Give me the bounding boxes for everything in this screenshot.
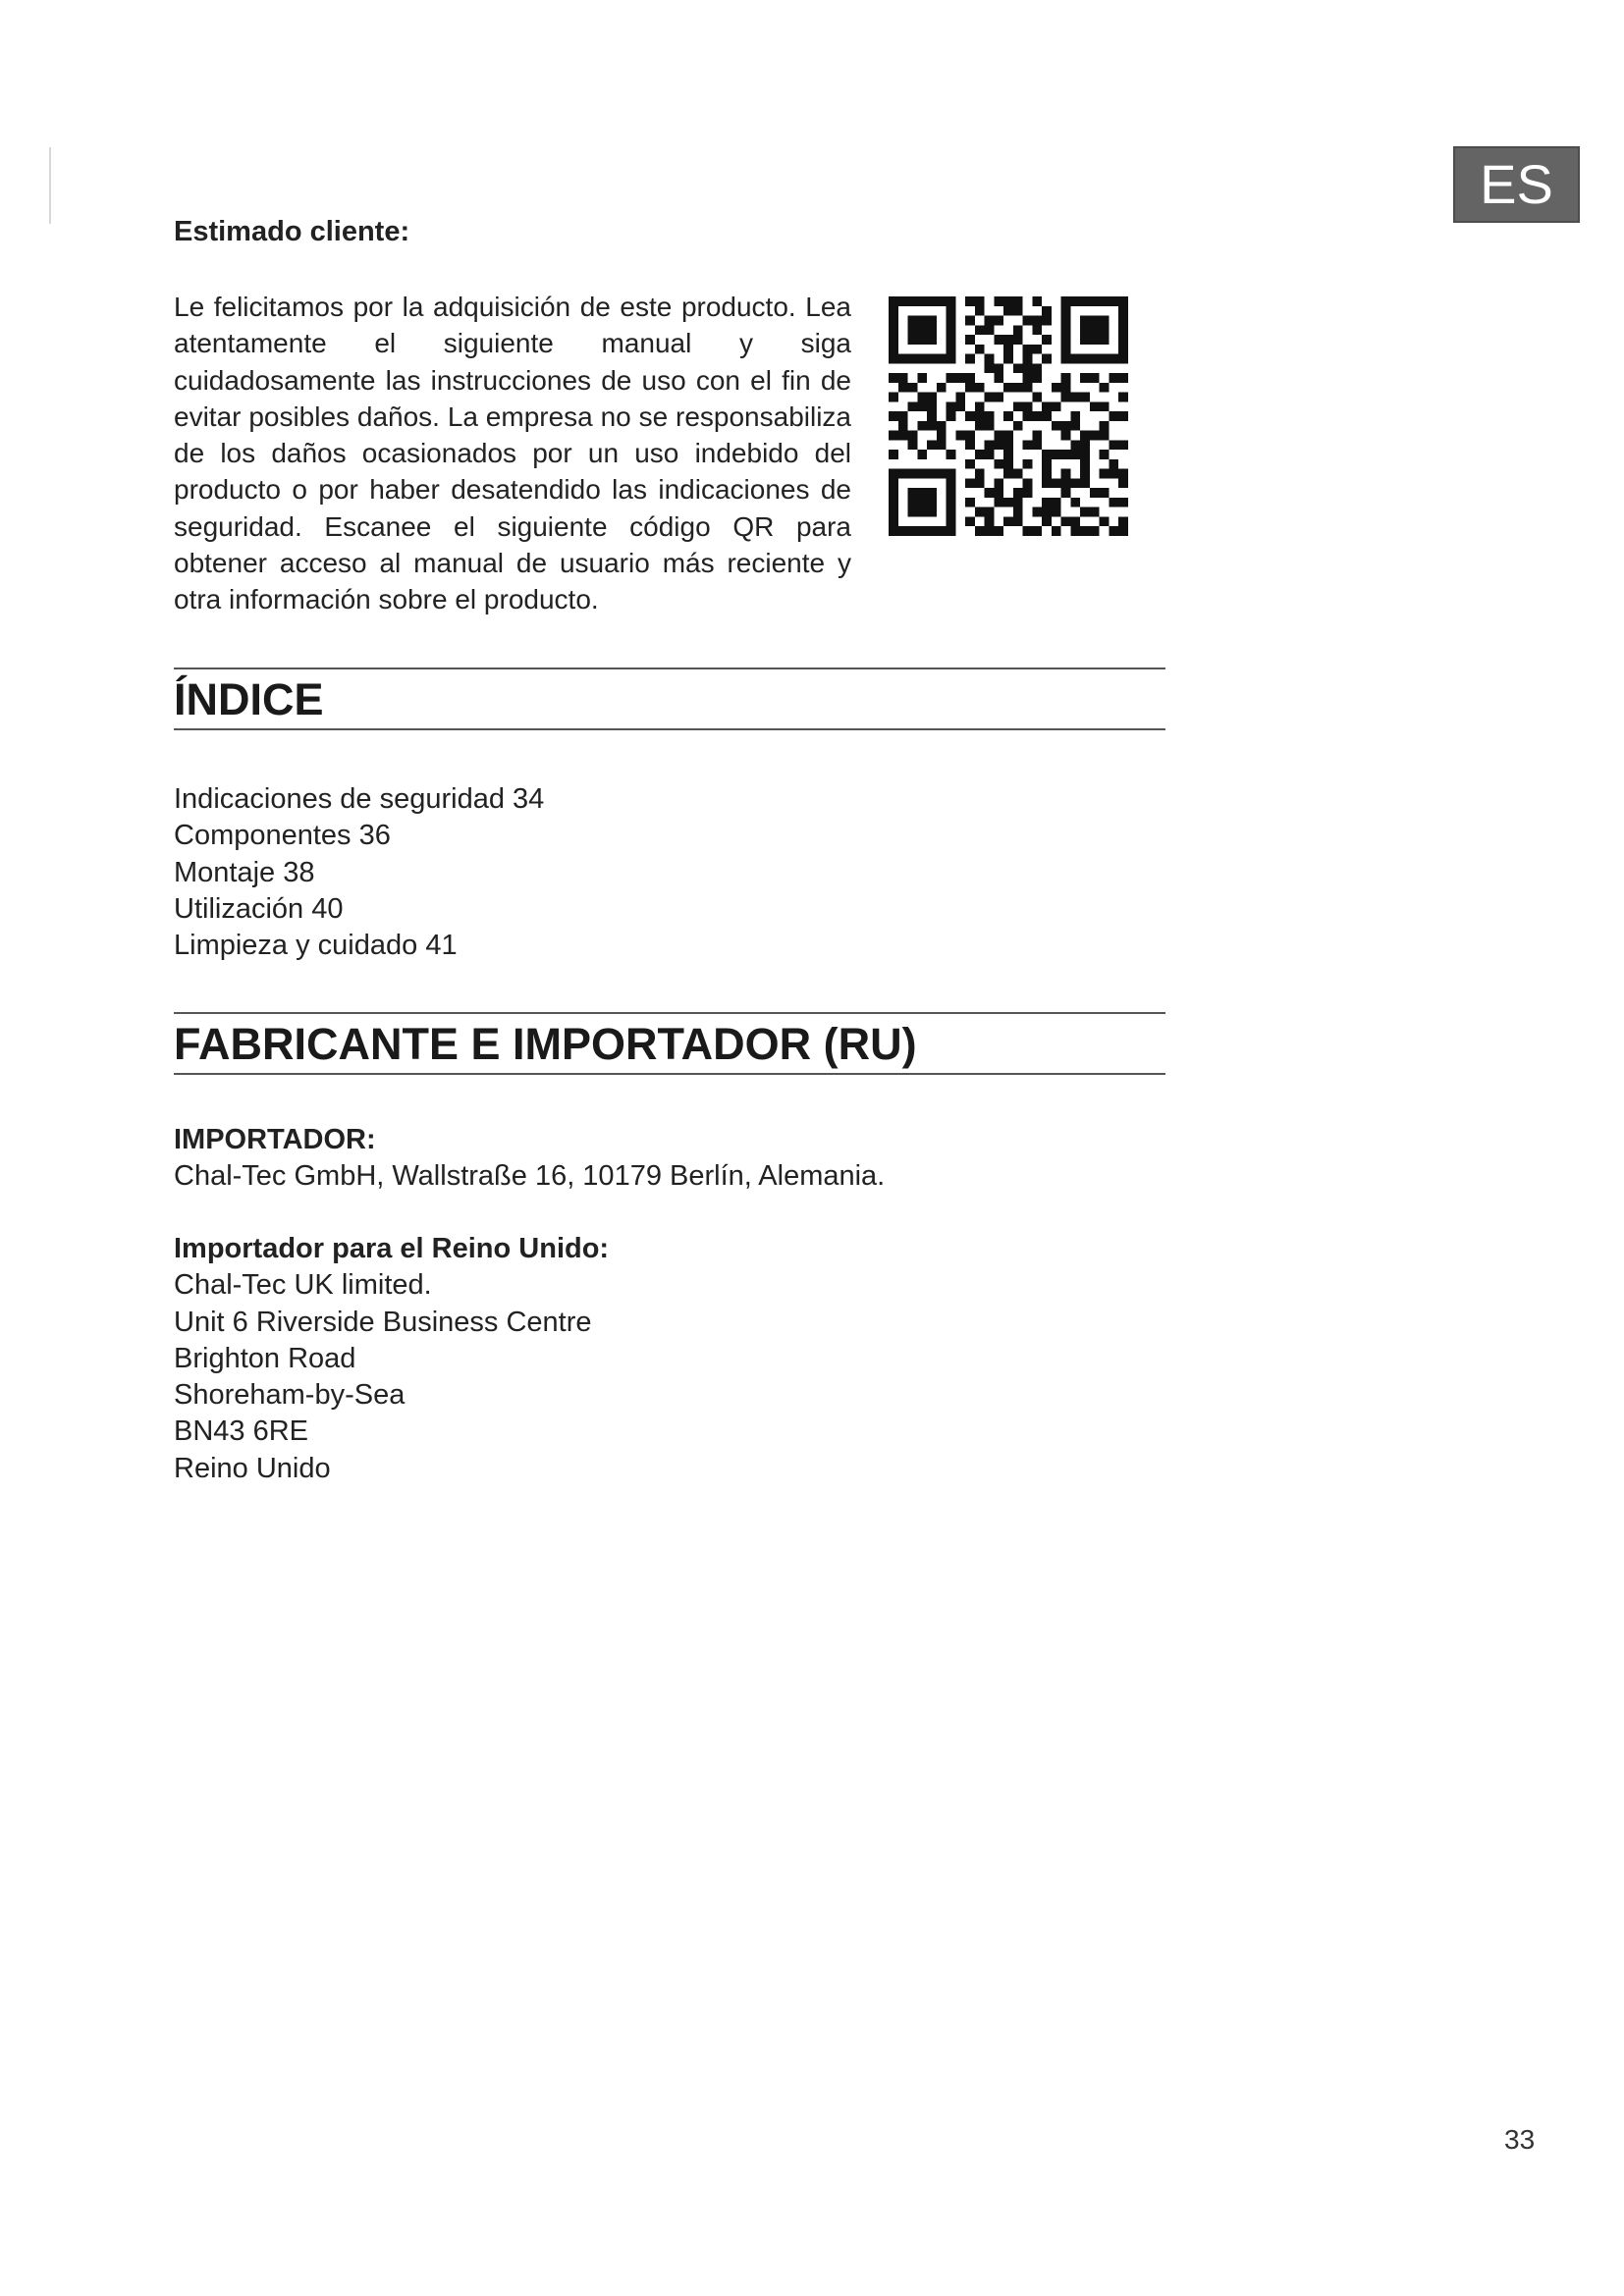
table-of-contents [174,781,544,964]
importer-label: IMPORTADOR: [174,1124,376,1155]
uk-address-line: Brighton Road [174,1342,356,1374]
uk-address-line: Chal-Tec UK limited. [174,1269,432,1302]
intro-paragraph: Le felicitamos por la adquisición de este producto. Lea atentamente el siguiente manual y siga cuidadosamente las instrucciones de uso con el fin de evitar posibles daños. La empresa no se responsabiliza de los daños ocasionados por un uso indebido del producto o por haber desatendido las indicaciones de seguridad. Escanee el siguiente código QR para obtener acceso al manual de usuario más reciente y otra información sobre el producto. [174,292,851,615]
toc-item[interactable]: Componentes 36 [174,820,391,852]
toc-item[interactable]: Limpieza y cuidado 41 [174,930,458,962]
importer-block [174,1122,885,1196]
uk-address-line: Reino Unido [174,1452,331,1484]
uk-address-line: BN43 6RE [174,1415,309,1448]
index-heading: ÍNDICE [174,667,1165,730]
toc-item[interactable]: Utilización 40 [174,892,344,925]
qr-code[interactable] [889,296,1128,536]
uk-address-line: Unit 6 Riverside Business Centre [174,1306,592,1338]
manufacturer-heading: FABRICANTE E IMPORTADOR (RU) [174,1012,1165,1075]
page-number: 33 [1504,2124,1536,2155]
toc-item[interactable]: Montaje 38 [174,856,315,888]
importer-address: Chal-Tec GmbH, Wallstraße 16, 10179 Berlín, Alemania. [174,1160,886,1193]
toc-item[interactable]: Indicaciones de seguridad 34 [174,783,545,815]
language-badge: ES [1453,146,1580,223]
uk-address-line: Shoreham-by-Sea [174,1379,406,1412]
margin-rule [49,147,51,224]
greeting-heading: Estimado cliente: [174,216,410,247]
uk-importer-label: Importador para el Reino Unido: [174,1233,610,1264]
uk-importer-block [174,1231,609,1487]
